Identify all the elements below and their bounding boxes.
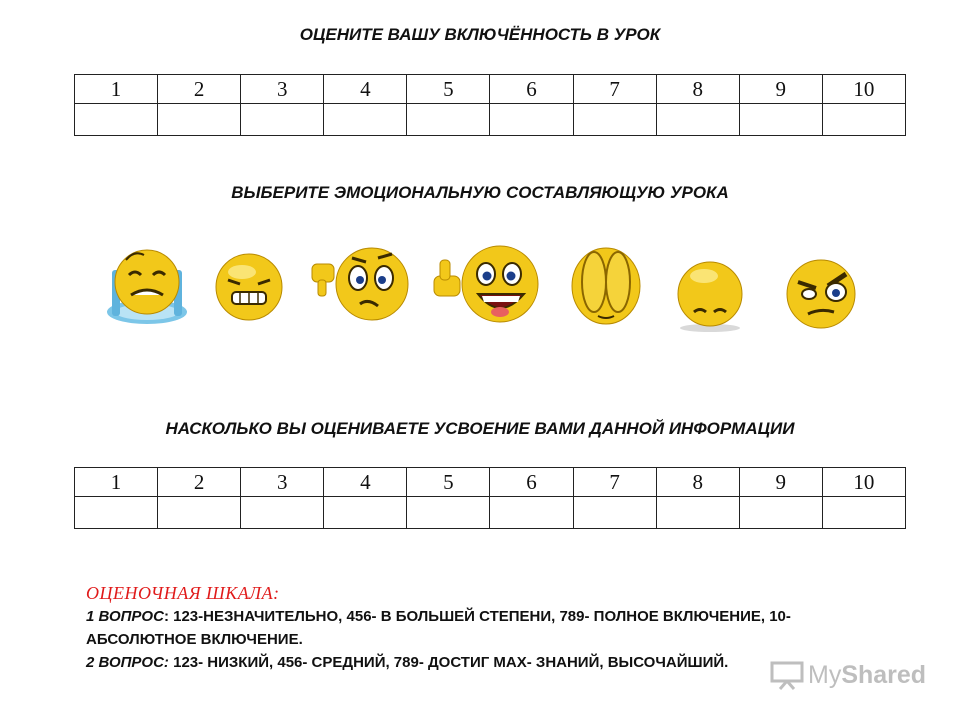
scale-cell: 2 — [158, 75, 241, 104]
q2-label: 2 ВОПРОС: — [86, 654, 169, 671]
answer-cell[interactable] — [407, 497, 490, 529]
answer-cell[interactable] — [75, 497, 158, 529]
covering-face-smiley-icon[interactable] — [568, 244, 644, 326]
answer-cell[interactable] — [573, 497, 656, 529]
learning-scale-table — [74, 467, 906, 529]
scale-cell: 3 — [241, 468, 324, 497]
angry-smiley-icon[interactable] — [784, 256, 858, 330]
scale-cell: 4 — [324, 468, 407, 497]
presentation-board-icon — [770, 660, 804, 690]
grading-legend — [86, 582, 886, 674]
scale-cell: 10 — [822, 75, 905, 104]
answer-cell[interactable] — [241, 497, 324, 529]
myshared-watermark — [770, 655, 940, 695]
crying-smiley-icon[interactable] — [104, 240, 190, 328]
answer-cell[interactable] — [739, 104, 822, 136]
scale-cell: 10 — [822, 468, 905, 497]
q1-text: : 123-НЕЗНАЧИТЕЛЬНО, 456- В БОЛЬШЕЙ СТЕПЕНИ, 789- ПОЛНОЕ ВКЛЮЧЕНИЕ, 10-АБСОЛЮТНОЕ ВКЛЮЧЕНИЕ. — [86, 608, 791, 648]
scale-cell: 9 — [739, 468, 822, 497]
answer-cell[interactable] — [490, 104, 573, 136]
scale-cell: 4 — [324, 75, 407, 104]
watermark-text: MyShared — [808, 660, 927, 689]
answer-cell[interactable] — [739, 497, 822, 529]
scale-cell: 3 — [241, 75, 324, 104]
answer-cell[interactable] — [573, 104, 656, 136]
heading-learning: НАСКОЛЬКО ВЫ ОЦЕНИВАЕТЕ УСВОЕНИЕ ВАМИ ДАННОЙ ИНФОРМАЦИИ — [165, 419, 795, 438]
scale-cell: 7 — [573, 468, 656, 497]
answer-cell[interactable] — [822, 104, 905, 136]
scale-cell: 1 — [75, 468, 158, 497]
thumbs-up-smiley-icon[interactable] — [430, 240, 542, 326]
answer-cell[interactable] — [490, 497, 573, 529]
scale-cell: 1 — [75, 75, 158, 104]
answer-cell[interactable] — [656, 104, 739, 136]
q1-label: 1 ВОПРОС — [86, 608, 164, 625]
answer-cell[interactable] — [75, 104, 158, 136]
answer-cell[interactable] — [158, 104, 241, 136]
scale-cell: 7 — [573, 75, 656, 104]
answer-cell[interactable] — [158, 497, 241, 529]
scale-cell: 6 — [490, 75, 573, 104]
answer-row — [75, 104, 906, 136]
heading-involvement: ОЦЕНИТЕ ВАШУ ВКЛЮЧЁННОСТЬ В УРОК — [299, 25, 661, 44]
q2-text: 123- НИЗКИЙ, 456- СРЕДНИЙ, 789- ДОСТИГ MAX- ЗНАНИЙ, ВЫСОЧАЙШИЙ. — [168, 654, 729, 671]
legend-title: ОЦЕНОЧНАЯ ШКАЛА: — [86, 583, 280, 603]
legend-question-2 — [86, 651, 886, 674]
answer-cell[interactable] — [822, 497, 905, 529]
heading-emotion: ВЫБЕРИТЕ ЭМОЦИОНАЛЬНУЮ СОСТАВЛЯЮЩУЮ УРОКА — [231, 183, 729, 202]
scale-cell: 5 — [407, 75, 490, 104]
thumbs-down-smiley-icon[interactable] — [308, 240, 412, 322]
answer-cell[interactable] — [407, 104, 490, 136]
scale-cell: 5 — [407, 468, 490, 497]
scale-cell: 6 — [490, 468, 573, 497]
answer-cell[interactable] — [656, 497, 739, 529]
scale-number-row — [75, 75, 906, 104]
answer-cell[interactable] — [324, 104, 407, 136]
answer-cell[interactable] — [324, 497, 407, 529]
involvement-scale-table — [74, 74, 906, 136]
legend-question-1 — [86, 605, 886, 651]
scale-cell: 8 — [656, 468, 739, 497]
scale-number-row — [75, 468, 906, 497]
scale-cell: 8 — [656, 75, 739, 104]
answer-cell[interactable] — [241, 104, 324, 136]
grimacing-smiley-icon[interactable] — [212, 252, 286, 322]
sad-smiley-icon[interactable] — [676, 258, 744, 332]
scale-cell: 2 — [158, 468, 241, 497]
scale-cell: 9 — [739, 75, 822, 104]
answer-row — [75, 497, 906, 529]
